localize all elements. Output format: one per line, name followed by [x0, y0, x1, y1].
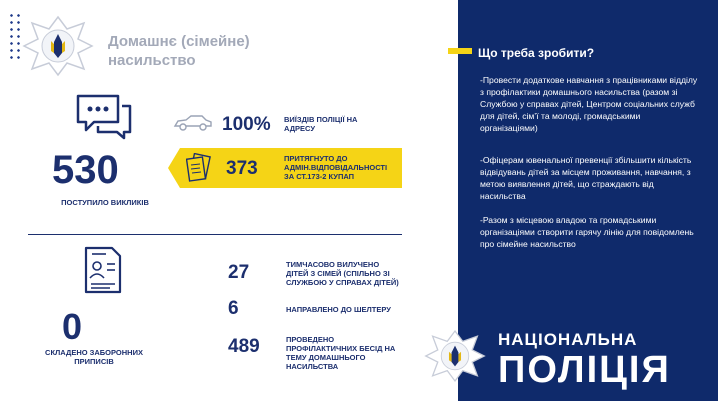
todo-item: -Офіцерам ювенальної превенції збільшити кількість відвідувань дітей за місцем проживання, навчання, з метою виявлення дітей, що страждають від насильства	[480, 155, 692, 201]
todo-item: -Провести додаткове навчання з працівниками відділу з профілактики домашнього насильства (разом зі Службою у справах дітей, Центром соціальних служб для дітей, сім’ї та молоді, громадськими організаціями)	[480, 75, 698, 133]
document-icon	[186, 153, 212, 188]
orders-value: 0	[62, 306, 83, 347]
children-removed-label: ТИМЧАСОВО ВИЛУЧЕНО ДІТЕЙ З СІМЕЙ (СПІЛЬНО ЗІ СЛУЖБОЮ У СПРАВАХ ДІТЕЙ)	[286, 260, 399, 287]
todo-title: Що треба зробити?	[478, 46, 595, 60]
orders-label: СКЛАДЕНО ЗАБОРОННИХ ПРИПИСІВ	[45, 348, 143, 366]
todo-item: -Разом з місцевою владою та громадськими організаціями створити гарячу лінію для повідомлень про сімейне насильство	[480, 215, 694, 249]
page-title: Домашнє (сімейне) насильство	[108, 33, 250, 69]
section-divider	[28, 234, 402, 235]
shelter-label: НАПРАВЛЕНО ДО ШЕЛТЕРУ	[286, 305, 391, 314]
talks-value: 489	[228, 336, 260, 357]
police-trips-value: 100%	[222, 114, 271, 135]
form-icon	[80, 246, 126, 301]
calls-label: ПОСТУПИЛО ВИКЛИКІВ	[61, 198, 149, 207]
brand-line-2: ПОЛІЦІЯ	[498, 349, 671, 391]
admin-label: ПРИТЯГНУТО ДО АДМІН.ВІДПОВІДАЛЬНОСТІ ЗА СТ.173-2 КУПАП	[284, 154, 388, 181]
chat-bubbles-icon	[74, 92, 134, 147]
calls-value: 530	[52, 148, 119, 192]
title-accent-bar	[448, 48, 472, 54]
dot-pattern	[8, 12, 22, 62]
shelter-value: 6	[228, 298, 239, 319]
talks-label: ПРОВЕДЕНО ПРОФІЛАКТИЧНИХ БЕСІД НА ТЕМУ ДОМАШНЬОГО НАСИЛЬСТВА	[286, 335, 396, 371]
police-star-icon	[22, 15, 94, 82]
callout-tip	[168, 148, 180, 188]
admin-value: 373	[226, 158, 258, 179]
brand-line-1: НАЦІОНАЛЬНА	[498, 330, 638, 349]
police-trips-label: ВИЇЗДІВ ПОЛІЦІЇ НА АДРЕСУ	[284, 115, 358, 133]
police-car-icon	[172, 114, 214, 137]
police-star-icon	[424, 328, 486, 389]
children-removed-value: 27	[228, 262, 250, 283]
